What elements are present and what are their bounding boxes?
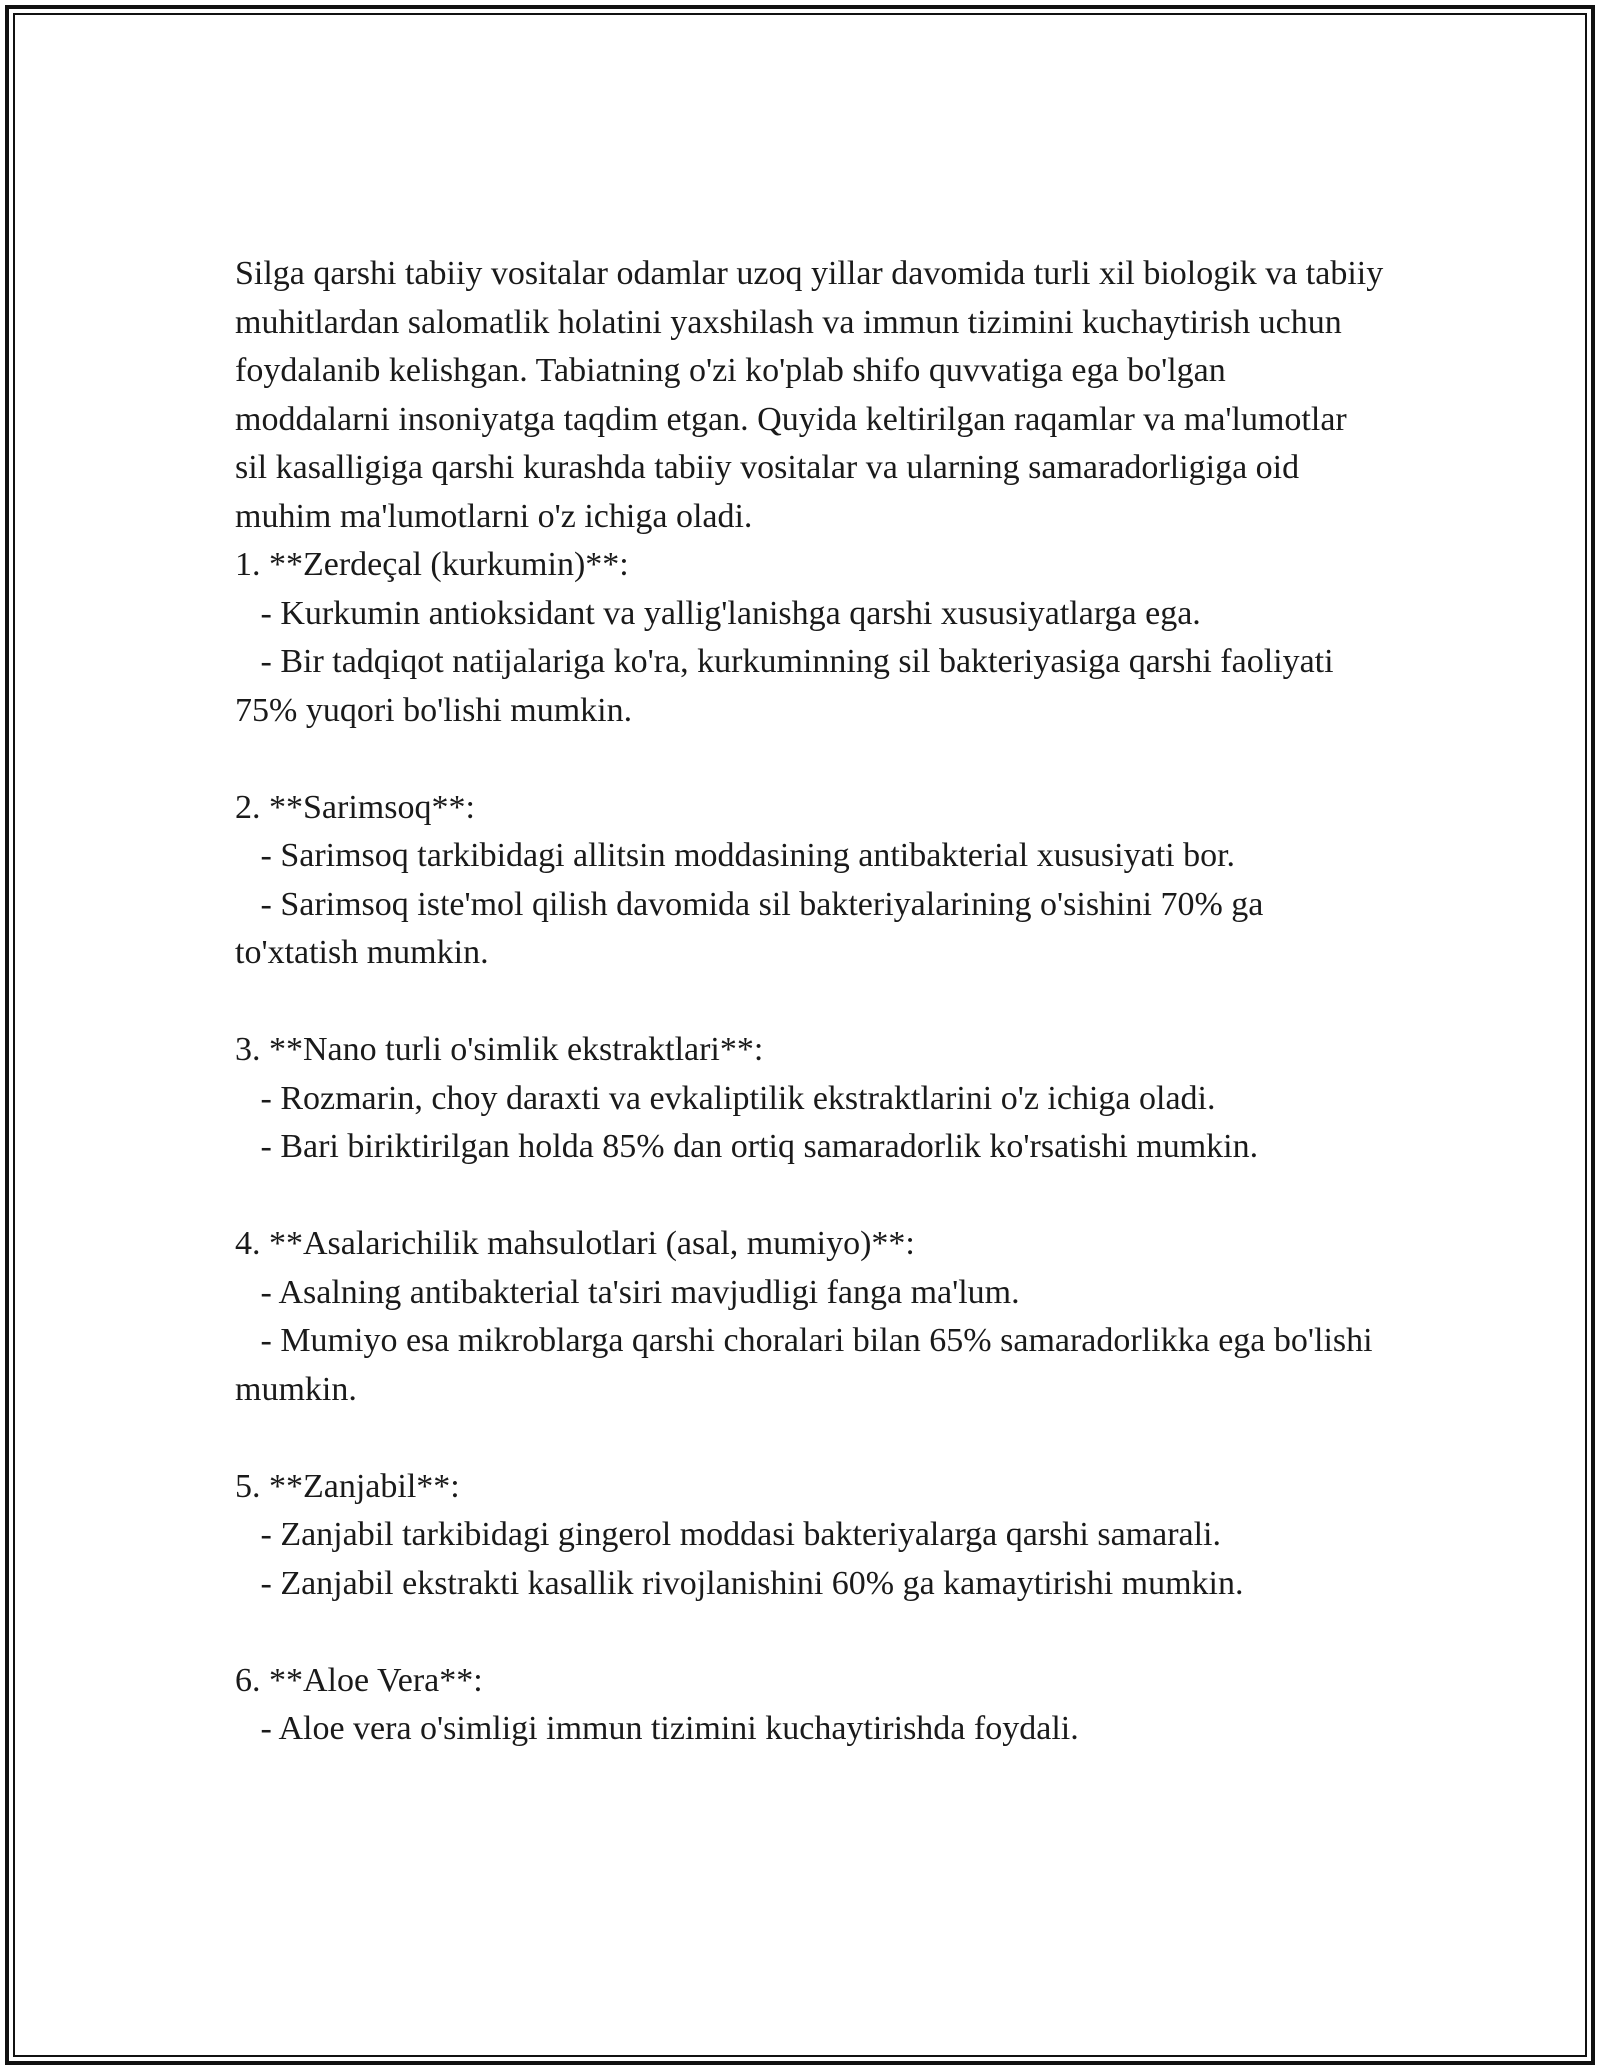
list-item-bullet: - Sarimsoq tarkibidagi allitsin moddasining antibakterial xususiyati bor. xyxy=(235,837,1236,874)
list-item-heading: 5. **Zanjabil**: xyxy=(235,1467,460,1505)
list-item-bullet: - Asalning antibakterial ta'siri mavjudligi fanga ma'lum. xyxy=(235,1273,1020,1311)
list-item-nano-ekstraktlar xyxy=(235,1026,1385,1172)
list-item-bullet: - Aloe vera o'simligi immun tizimini kuchaytirishda foydali. xyxy=(235,1710,1079,1747)
intro-paragraph: Silga qarshi tabiiy vositalar odamlar uzoq yillar davomida turli xil biologik va tabiiy muhitlardan salomatlik holatini yaxshilash va immun tizimini kuchaytirish uchun foydalanib kelishgan. Tabiatning o'zi ko'plab shifo quvvatiga ega bo'lgan moddalarni insoniyatga taqdim etgan. Quyida keltirilgan raqamlar va ma'lumotlar sil kasalligiga qarshi kurashda tabiiy vositalar va ularning samaradorligiga oid muhim ma'lumotlarni o'z ichiga oladi. xyxy=(235,255,1384,535)
list-item-heading: 2. **Sarimsoq**: xyxy=(235,788,475,826)
list-item-bullet: - Mumiyo esa mikroblarga qarshi choralari bilan 65% samaradorlikka ega bo'lishi mumkin. xyxy=(235,1322,1382,1408)
list-item-bullet: - Bir tadqiqot natijalariga ko'ra, kurkuminning sil bakteriyasiga qarshi faoliyati 75% yuqori bo'lishi mumkin. xyxy=(235,643,1343,729)
list-item-bullet: - Zanjabil tarkibidagi gingerol moddasi bakteriyalarga qarshi samarali. xyxy=(235,1516,1221,1553)
document-body xyxy=(235,250,1385,1754)
list-item-zanjabil xyxy=(235,1463,1385,1609)
list-item-aloe-vera xyxy=(235,1657,1385,1754)
list-item-sarimsoq xyxy=(235,784,1385,978)
list-item-heading: 1. **Zerdeçal (kurkumin)**: xyxy=(235,546,629,583)
list-item-bullet: - Kurkumin antioksidant va yallig'lanishga qarshi xususiyatlarga ega. xyxy=(235,594,1201,632)
list-item-bullet: - Rozmarin, choy daraxti va evkaliptilik ekstraktlarini o'z ichiga oladi. xyxy=(235,1079,1216,1117)
list-item-asalarichilik xyxy=(235,1220,1385,1414)
list-item-heading: 4. **Asalarichilik mahsulotlari (asal, mumiyo)**: xyxy=(235,1225,915,1262)
list-item-bullet: - Sarimsoq iste'mol qilish davomida sil bakteriyalarining o'sishini 70% ga to'xtatish mumkin. xyxy=(235,885,1272,971)
list-item-heading: 6. **Aloe Vera**: xyxy=(235,1661,483,1699)
list-item-zerdecal xyxy=(235,541,1385,735)
list-item-bullet: - Bari biriktirilgan holda 85% dan ortiq samaradorlik ko'rsatishi mumkin. xyxy=(235,1128,1259,1165)
list-item-heading: 3. **Nano turli o'simlik ekstraktlari**: xyxy=(235,1031,764,1068)
list-item-bullet: - Zanjabil ekstrakti kasallik rivojlanishini 60% ga kamaytirishi mumkin. xyxy=(235,1564,1244,1602)
